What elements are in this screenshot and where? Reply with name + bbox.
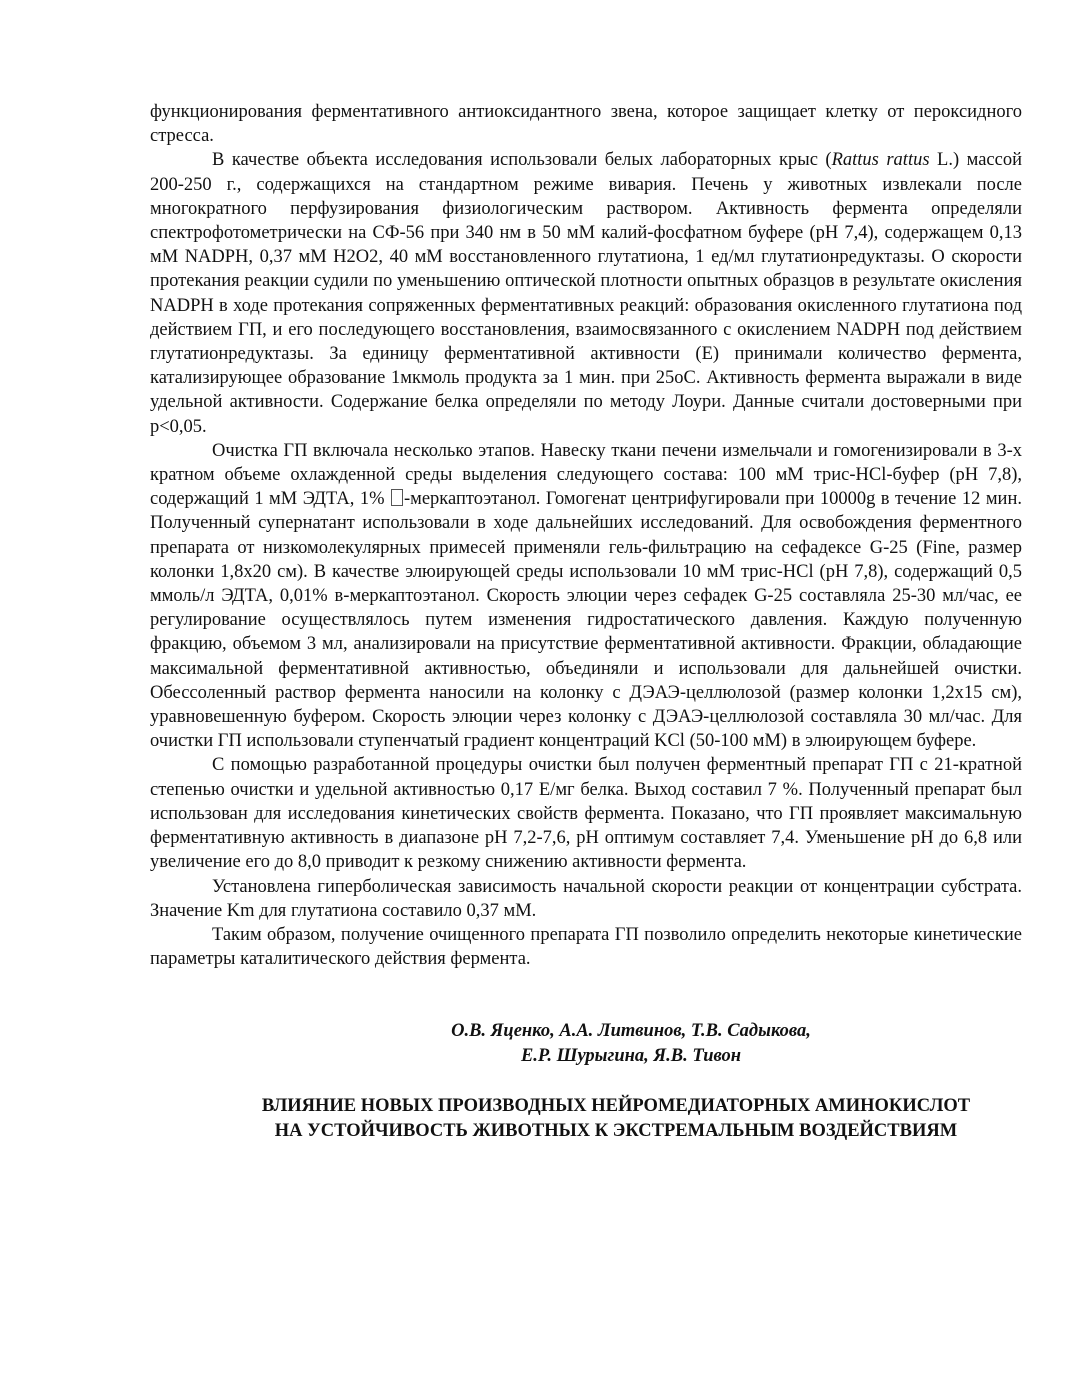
paragraph-conclusion: Таким образом, получение очищенного препарата ГП позволило определить некоторые кинетические параметры каталитического действия фермента. [150, 924, 1022, 970]
missing-glyph-icon [391, 489, 403, 506]
paragraph-methods [150, 148, 1022, 438]
paragraph-results: С помощью разработанной процедуры очистки был получен ферментный препарат ГП с 21-кратной степенью очистки и удельной активностью 0,17 Е/мг белка. Выход составил 7 %. Полученный препарат был использован для исследования кинетических свойств фермента. Показано, что ГП проявляет максимальную ферментативную активность в диапазоне рН 7,2-7,6, рН оптимум составляет 7,4. Уменьшение рН до 6,8 или увеличение его до 8,0 приводит к резкому снижению активности фермента. [150, 755, 1022, 873]
title-line-2: НА УСТОЙЧИВОСТЬ ЖИВОТНЫХ К ЭКСТРЕМАЛЬНЫМ ВОЗДЕЙСТВИЯМ [274, 1120, 958, 1141]
purification-text-end: -меркаптоэтанол. Гомогенат центрифугировали при 10000g в течение 12 мин. Полученный супернатант использовали в ходе дальнейших исследований. Для освобождения ферментного препарата от низкомолекулярных примесей применяли гель-фильтрацию на сефадексе G-25 (Fine, размер колонки 1,8х20 см). В качестве элюирующей среды использовали 10 мМ трис-HCl (рН 7,8), содержащий 0,5 ммоль/л ЭДТА, 0,01% в-меркаптоэтанол. Скорость элюции через сефадек G-25 составляла 25-30 мл/час, ее регулирование осуществлялось путем изменения гидростатического давления. Каждую полученную фракцию, объемом 3 мл, анализировали на присутствие ферментативной активности. Фракции, обладающие максимальной ферментативной активностью, объединяли и использовали для дальнейшей очистки. Обессоленный раствор фермента наносили на колонку с ДЭАЭ-целлюлозой (размер колонки 1,2х15 см), уравновешенную буфером. Скорость элюции через колонку с ДЭАЭ-целлюлозой составляла 30 мл/час. Для очистки ГП использовали ступенчатый градиент концентраций KCl (50-100 мМ) в элюирующем буфере. [150, 489, 1022, 752]
article-authors [150, 1019, 1022, 1068]
authors-line-2: Е.Р. Шурыгина, Я.В. Тивон [520, 1045, 742, 1066]
authors-line-1: О.В. Яценко, А.А. Литвинов, Т.В. Садыкова, [451, 1021, 811, 1042]
document-page [150, 100, 1022, 1143]
paragraph-purification [150, 439, 1022, 754]
species-name: Rattus rattus [831, 150, 930, 171]
purification-text-start: Очистка ГП включала несколько этапов. Навеску ткани печени измельчали и гомогенизировали в 3-х кратном объеме охлажденной среды выделения следующего состава: 100 мМ трис-HCl-буфер (рН 7,8), содержащий 1 мМ ЭДТА, 1% [150, 440, 1022, 510]
title-line-1: ВЛИЯНИЕ НОВЫХ ПРОИЗВОДНЫХ НЕЙРОМЕДИАТОРНЫХ АМИНОКИСЛОТ [261, 1096, 971, 1117]
article-title [150, 1094, 1022, 1143]
paragraph-intro-continuation: функционирования ферментативного антиоксидантного звена, которое защищает клетку от пероксидного стресса. [150, 102, 1022, 147]
methods-text-end: L.) массой 200-250 г., содержащихся на стандартном режиме вивария. Печень у животных извлекали после многократного перфузирования физиологическим раствором. Активность фермента определяли спектрофотометрически на СФ-56 при 340 нм в 50 мМ калий-фосфатном буфере (рН 7,4), содержащем 0,13 мМ NADPH, 0,37 мМ H2O2, 40 мМ восстановленного глутатиона, 1 ед/мл глутатионредуктазы. О скорости протекания реакции судили по уменьшению оптической плотности опытных образцов в результате окисления NADPH в ходе протекания сопряженных ферментативных реакций: образования окисленного глутатиона под действием ГП, и его последующего восстановления, взаимосвязанного с окислением NADPH под действием глутатионредуктазы. За единицу ферментативной активности (Е) принимали количество фермента, катализирующее образование 1мкмоль продукта за 1 мин. при 25оС. Активность фермента выражали в виде удельной активности. Содержание белка определяли по методу Лоури. Данные считали достоверными при р<0,05. [150, 150, 1023, 437]
methods-text-start: В качестве объекта исследования использовали белых лабораторных крыс ( [212, 150, 832, 171]
paragraph-kinetics: Установлена гиперболическая зависимость начальной скорости реакции от концентрации субстрата. Значение Km для глутатиона составило 0,37 мМ. [150, 876, 1022, 921]
